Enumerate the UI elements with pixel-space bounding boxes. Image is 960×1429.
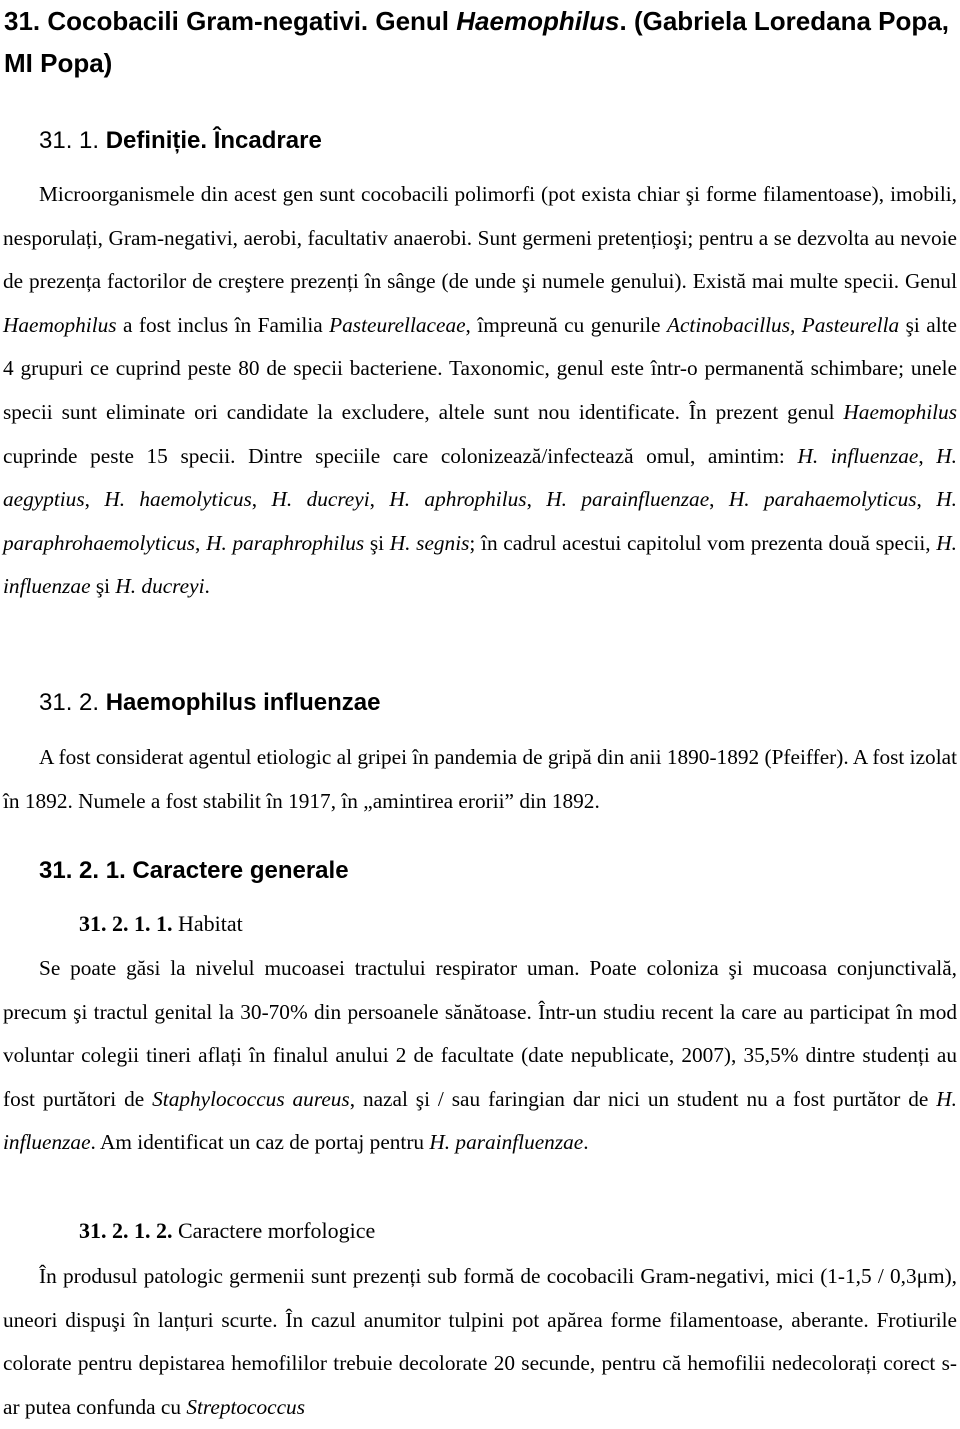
section-title: Caractere generale — [132, 857, 349, 884]
section-title: Definiție. Încadrare — [105, 127, 322, 154]
section-heading-h-influenzae — [39, 686, 380, 720]
section-title: Haemophilus influenzae — [105, 689, 381, 716]
section-heading-general — [39, 854, 349, 888]
section-number: 31. 2. 1. — [39, 857, 126, 884]
paragraph-morphology: În produsul patologic germenii sunt prezenți sub formă de cocobacili Gram-negativi, mici (1-1,5 / 0,3μm), uneori dispuşi în lanțuri scurte. În cazul anumitor tulpini pot apărea forme filamentoase, aberante. Frotiurile colorate pentru depistarea hemofililor trebuie decolorate 20 secunde, pentru că hemofilii nedecolorați corect s-ar putea confunda cu Streptococcus — [3, 1264, 957, 1419]
section-number: 31. 1. — [39, 127, 100, 154]
subsection-title: Habitat — [178, 911, 243, 936]
subsection-title: Caractere morfologice — [178, 1218, 376, 1243]
subsection-heading-habitat — [79, 909, 243, 939]
chapter-number: 31. — [4, 6, 41, 36]
subsection-heading-morphology — [79, 1216, 375, 1246]
subsection-number: 31. 2. 1. 1. — [79, 911, 173, 936]
genus-name: Haemophilus — [456, 6, 620, 36]
subsection-number: 31. 2. 1. 2. — [79, 1218, 173, 1243]
chapter-title: 31. Cocobacili Gram-negativi. Genul Haemophilus. (Gabriela Loredana Popa, MI Popa) — [4, 6, 949, 78]
paragraph-history: A fost considerat agentul etiologic al gripei în pandemia de gripă din anii 1890-1892 (Pfeiffer). A fost izolat în 1892. Numele a fost stabilit în 1917, în „amintirea erorii” din 1892. — [3, 745, 957, 813]
paragraph-definition: Microorganismele din acest gen sunt cocobacili polimorfi (pot exista chiar şi forme filamentoase), imobili, nesporulați, Gram-negativi, aerobi, facultativ anaerobi. Sunt germeni pretențioşi; pentru a se dezvolta au nevoie de prezența factorilor de creştere prezenți în sânge (de unde şi numele genului). Există mai multe specii. Genul Haemophilus a fost inclus în Familia Pasteurellaceae, împreună cu genurile Actinobacillus, Pasteurella şi alte 4 grupuri ce cuprind peste 80 de specii bacteriene. Taxonomic, genul este într-o permanentă schimbare; unele specii sunt eliminate ori candidate la excludere, altele sunt nou identificate. În prezent genul Haemophilus cuprinde peste 15 specii. Dintre speciile care colonizează/infectează omul, amintim: H. influenzae, H. aegyptius, H. haemolyticus, H. ducreyi, H. aphrophilus, H. parainfluenzae, H. parahaemolyticus, H. paraphrohaemolyticus, H. paraphrophilus şi H. segnis; în cadrul acestui capitolul vom prezenta două specii, H. influenzae şi H. ducreyi. — [3, 182, 957, 599]
section-heading-definition — [39, 124, 322, 158]
paragraph-habitat: Se poate găsi la nivelul mucoasei tractului respirator uman. Poate coloniza şi mucoasa conjunctivală, precum şi tractul genital la 30-70% din persoanele sănătoase. Într-un studiu recent la care au participat în mod voluntar colegii tineri aflați în finalul anului 2 de facultate (date nepublicate, 2007), 35,5% dintre studenți au fost purtători de Staphylococcus aureus, nazal şi / sau faringian dar nici un student nu a fost purtător de H. influenzae. Am identificat un caz de portaj pentru H. parainfluenzae. — [3, 956, 957, 1155]
section-number: 31. 2. — [39, 689, 100, 716]
